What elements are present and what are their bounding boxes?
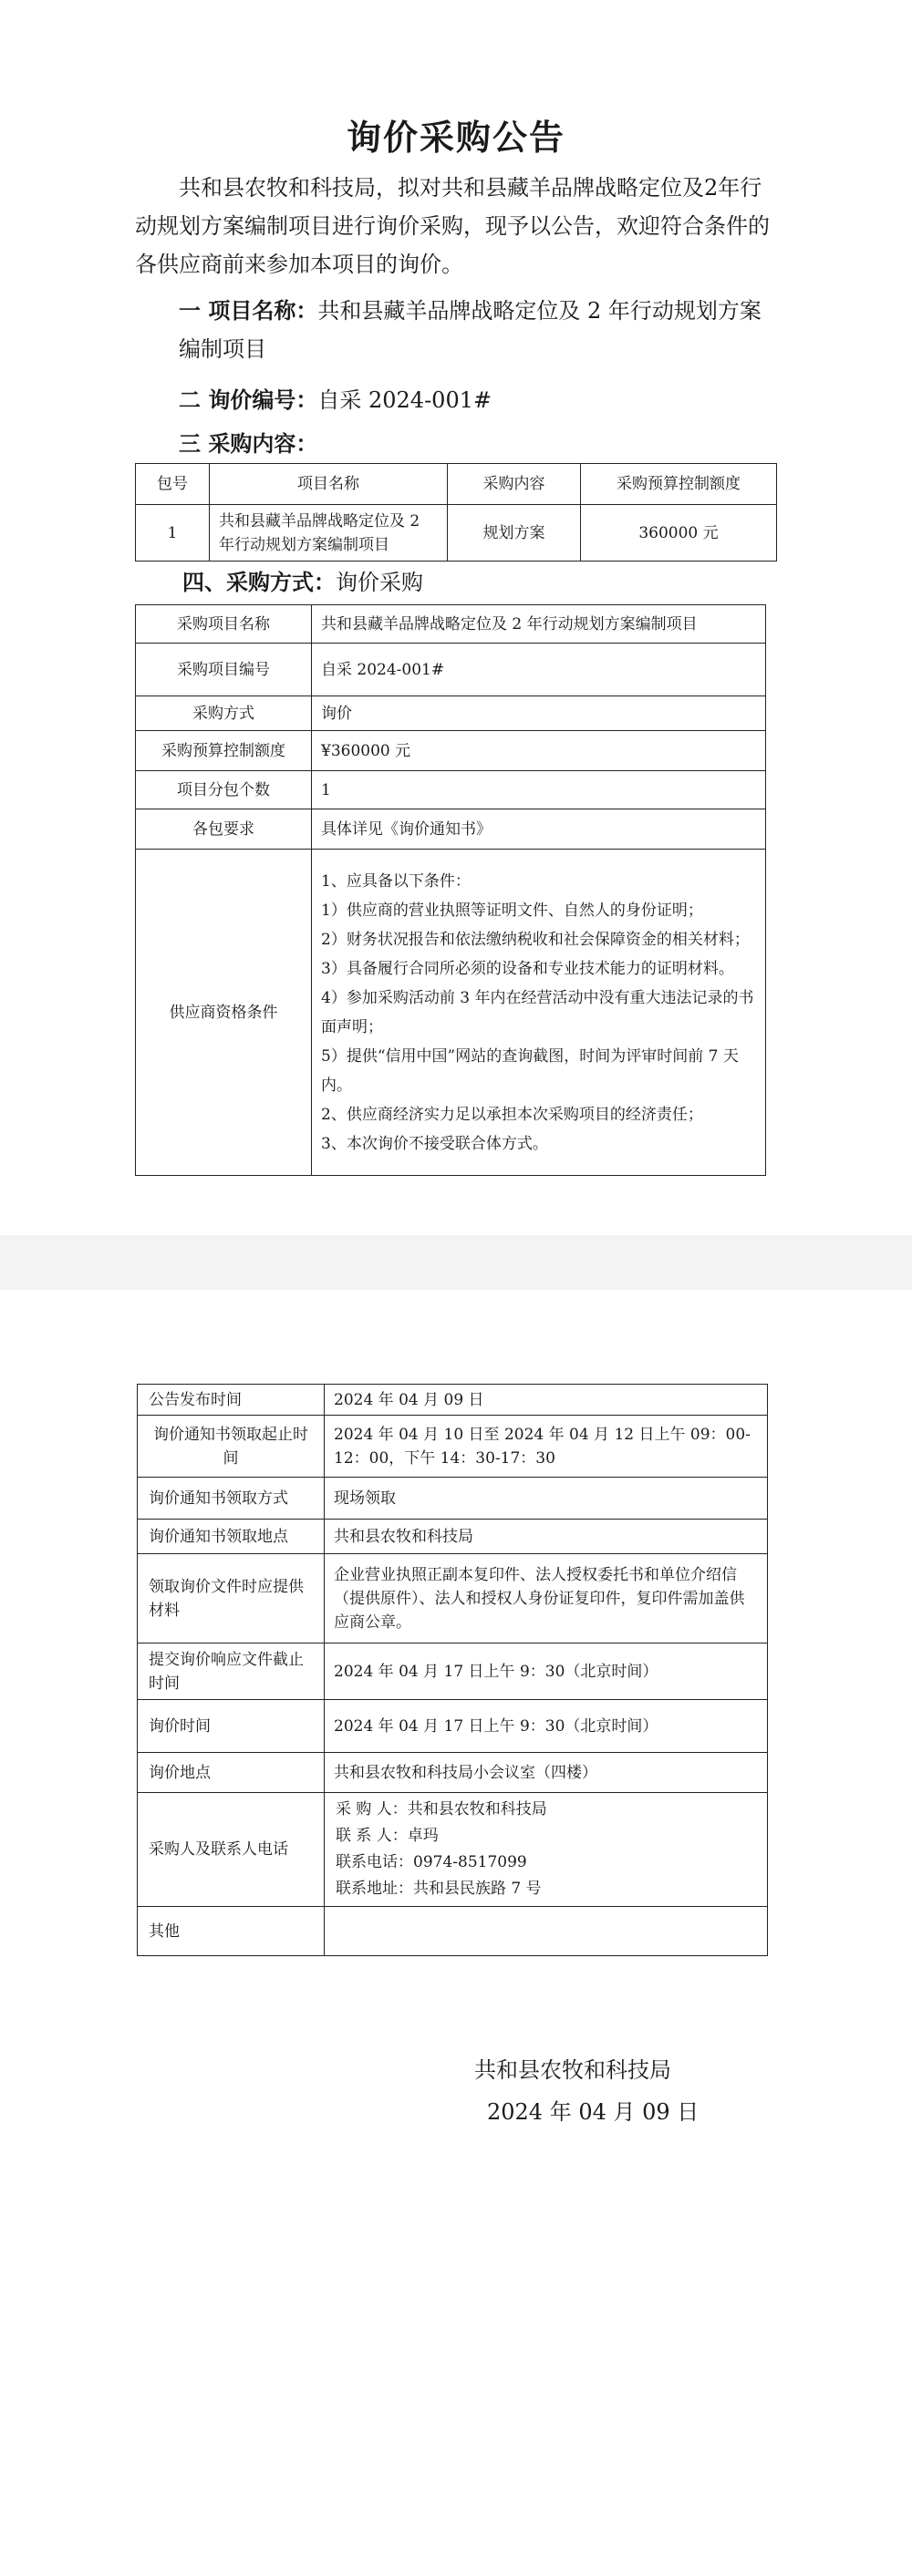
table-row	[138, 1416, 768, 1478]
row-label: 其他	[138, 1907, 325, 1956]
qualification-line: 1、应具备以下条件：	[321, 871, 471, 891]
row-value: 自采 2024-001#	[312, 644, 766, 696]
row-value: 1	[312, 771, 766, 809]
row-label: 询价地点	[138, 1753, 325, 1793]
section-inquiry-number	[179, 381, 772, 419]
row-value: 企业营业执照正副本复印件、法人授权委托书和单位介绍信（提供原件）、法人和授权人身份证复印件，复印件需加盖供应商公章。	[325, 1554, 768, 1643]
row-value: 共和县农牧和科技局小会议室（四楼）	[325, 1753, 768, 1793]
table-row	[138, 1520, 768, 1554]
row-label: 询价通知书领取地点	[138, 1520, 325, 1554]
contact-info	[325, 1793, 768, 1907]
table-row	[136, 696, 766, 731]
section-project-name	[179, 292, 772, 368]
row-value: 询价	[312, 696, 766, 731]
qualification-line: 5）提供“信用中国”网站的查询截图，时间为评审时间前 7 天内。	[321, 1046, 739, 1095]
table-cell: 360000 元	[581, 505, 777, 562]
row-value: 共和县藏羊品牌战略定位及 2 年行动规划方案编制项目	[312, 605, 766, 644]
row-label: 领取询价文件时应提供材料	[138, 1554, 325, 1643]
signature-date: 2024 年 04 月 09 日	[487, 2099, 700, 2125]
contact-line: 联系电话：0974-8517099	[336, 1853, 527, 1871]
page-title: 询价采购公告	[346, 118, 565, 158]
page-break	[0, 1235, 912, 1290]
section-procurement-content	[179, 425, 772, 463]
table-header-row	[136, 464, 777, 505]
row-value: 2024 年 04 月 17 日上午 9：30（北京时间）	[325, 1643, 768, 1700]
table-row	[138, 1793, 768, 1907]
row-label: 采购项目名称	[136, 605, 312, 644]
section-inquiry-number-text: 自采 2024-001#	[317, 387, 492, 413]
qualification-conditions	[312, 850, 766, 1176]
table-row	[138, 1385, 768, 1416]
section-project-name-text: 共和县藏羊品牌战略定位及 2 年行动规划方案编制项目	[179, 298, 762, 362]
section-procurement-content-label: 三 采购内容：	[179, 431, 318, 457]
table-row	[138, 1700, 768, 1753]
table-cell: 共和县藏羊品牌战略定位及 2 年行动规划方案编制项目	[210, 505, 448, 562]
row-label: 询价通知书领取方式	[138, 1478, 325, 1520]
row-label: 采购预算控制额度	[136, 731, 312, 771]
procurement-details-table	[135, 604, 766, 1176]
table-row	[136, 605, 766, 644]
column-header: 采购内容	[448, 464, 581, 505]
table-row	[138, 1643, 768, 1700]
section-inquiry-number-label: 二 询价编号：	[179, 387, 318, 413]
qualification-line: 3、本次询价不接受联合体方式。	[321, 1134, 548, 1153]
row-value: 共和县农牧和科技局	[325, 1520, 768, 1554]
row-value: 现场领取	[325, 1478, 768, 1520]
row-label: 各包要求	[136, 809, 312, 850]
row-value	[325, 1907, 768, 1956]
row-value: 2024 年 04 月 10 日至 2024 年 04 月 12 日上午 09：00-12：00，下午 14：30-17：30	[325, 1416, 768, 1478]
table-row	[138, 1907, 768, 1956]
row-label: 采购项目编号	[136, 644, 312, 696]
schedule-table	[137, 1384, 768, 1956]
row-value: 2024 年 04 月 17 日上午 9：30（北京时间）	[325, 1700, 768, 1753]
signature-block	[474, 2049, 748, 2133]
procurement-content-table	[135, 463, 777, 562]
column-header: 项目名称	[210, 464, 448, 505]
qualification-line: 2、供应商经济实力足以承担本次采购项目的经济责任；	[321, 1105, 703, 1124]
qualification-line: 3）具备履行合同所必须的设备和专业技术能力的证明材料。	[321, 959, 734, 978]
row-label: 公告发布时间	[138, 1385, 325, 1416]
column-header: 采购预算控制额度	[581, 464, 777, 505]
contact-line: 采 购 人：共和县农牧和科技局	[336, 1800, 547, 1819]
row-label: 提交询价响应文件截止时间	[138, 1643, 325, 1700]
table-row	[138, 1478, 768, 1520]
table-row	[136, 731, 766, 771]
row-label: 询价通知书领取起止时间	[138, 1416, 325, 1478]
table-row	[138, 1753, 768, 1793]
qualification-line: 1）供应商的营业执照等证明文件、自然人的身份证明；	[321, 901, 703, 920]
table-row	[138, 1554, 768, 1643]
section-project-name-label: 一 项目名称：	[179, 298, 318, 324]
table-cell: 规划方案	[448, 505, 581, 562]
contact-line: 联 系 人：卓玛	[336, 1827, 439, 1845]
section-procurement-method-text: 询价采购	[336, 570, 423, 595]
row-label: 采购方式	[136, 696, 312, 731]
row-label: 采购人及联系人电话	[138, 1793, 325, 1907]
intro-paragraph: 共和县农牧和科技局，拟对共和县藏羊品牌战略定位及2年行动规划方案编制项目进行询价采购，现予以公告，欢迎符合条件的各供应商前来参加本项目的询价。	[135, 175, 770, 277]
table-row	[136, 850, 766, 1176]
column-header: 包号	[136, 464, 210, 505]
signature-org: 共和县农牧和科技局	[474, 2057, 671, 2083]
table-row	[136, 809, 766, 850]
row-label: 供应商资格条件	[136, 850, 312, 1176]
contact-line: 联系地址：共和县民族路 7 号	[336, 1880, 542, 1898]
section-procurement-method	[182, 563, 775, 602]
table-cell: 1	[136, 505, 210, 562]
row-value: ¥360000 元	[312, 731, 766, 771]
row-label: 询价时间	[138, 1700, 325, 1753]
table-row	[136, 771, 766, 809]
qualification-line: 4）参加采购活动前 3 年内在经营活动中没有重大违法记录的书面声明；	[321, 988, 754, 1036]
table-row	[136, 644, 766, 696]
table-row	[136, 505, 777, 562]
section-procurement-method-label: 四、采购方式：	[182, 570, 336, 595]
row-value: 具体详见《询价通知书》	[312, 809, 766, 850]
row-value: 2024 年 04 月 09 日	[325, 1385, 768, 1416]
row-label: 项目分包个数	[136, 771, 312, 809]
qualification-line: 2）财务状况报告和依法缴纳税收和社会保障资金的相关材料；	[321, 930, 750, 949]
